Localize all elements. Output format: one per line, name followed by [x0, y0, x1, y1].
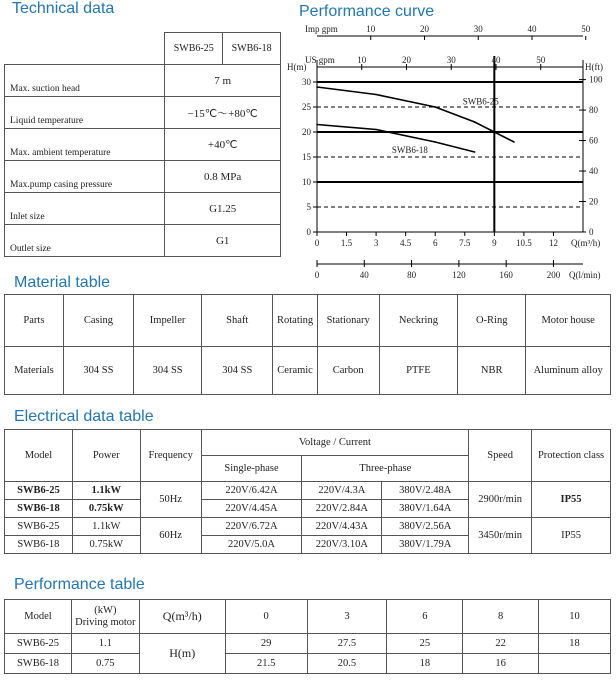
elec-header-protection: Protection class	[532, 430, 611, 482]
us-tick-label: 50	[536, 55, 546, 65]
series-line	[317, 87, 514, 142]
data-point	[434, 106, 436, 108]
perf-header-kw: (kW)	[94, 604, 117, 616]
series-label: SWB6-25	[462, 96, 499, 107]
material-cell: 304 SS	[202, 347, 273, 395]
electrical-data-table	[4, 429, 611, 554]
elec-three-220: 220V/3.10A	[302, 536, 382, 554]
lmin-tick-label: 200	[546, 270, 561, 280]
material-header: Motor house	[526, 295, 611, 347]
perf-header-motor	[71, 600, 139, 634]
elec-frequency: 60Hz	[140, 518, 201, 554]
elec-three-220: 220V/2.84A	[302, 500, 382, 518]
tech-value: −15℃～+80℃	[165, 97, 281, 129]
series-label: SWB6-18	[391, 145, 428, 155]
perf-header-q: Q(m³/h)	[139, 600, 225, 634]
data-point	[434, 141, 436, 143]
perf-kw: 1.1	[71, 634, 139, 654]
x-tick-label: 7.5	[459, 238, 471, 248]
y2-axis-title: H(ft)	[585, 62, 603, 72]
us-tick-label: 30	[446, 55, 456, 65]
performance-curve-heading: Performance curve	[299, 3, 435, 20]
x-tick-label: 12	[548, 238, 558, 248]
elec-protection: IP55	[532, 482, 611, 518]
elec-three-220: 220V/4.43A	[302, 518, 382, 536]
tech-value: G1.25	[165, 193, 281, 225]
performance-curve-chart	[285, 22, 607, 280]
elec-power: 0.75kW	[72, 500, 140, 518]
data-point	[474, 121, 476, 123]
tech-value: G1	[165, 225, 281, 257]
lmin-axis-title: Q(l/min)	[569, 270, 601, 280]
lmin-tick-label: 40	[359, 270, 369, 280]
perf-h-value: 20.5	[307, 654, 387, 674]
elec-three-220: 220V/4.3A	[302, 482, 382, 500]
elec-power: 0.75kW	[72, 536, 140, 554]
tech-label: Liquid temperature	[5, 97, 165, 129]
perf-model: SWB6-18	[5, 654, 72, 674]
elec-header-model: Model	[5, 430, 73, 482]
data-point	[375, 129, 377, 131]
tech-label: Inlet size	[5, 193, 165, 225]
elec-single: 220V/6.72A	[201, 518, 302, 536]
y-tick-label: 15	[302, 152, 311, 162]
elec-header-single: Single-phase	[201, 456, 302, 482]
material-table	[4, 294, 611, 395]
material-cell: 304 SS	[63, 347, 133, 395]
perf-q-value: 3	[307, 600, 387, 634]
perf-q-value: 0	[225, 600, 307, 634]
material-header: Shaft	[202, 295, 273, 347]
x-axis-title: Q(m³/h)	[571, 238, 601, 248]
elec-model: SWB6-18	[5, 500, 73, 518]
perf-header-h: H(m)	[139, 634, 225, 674]
us-tick-label: 10	[357, 55, 367, 65]
elec-header-speed: Speed	[469, 430, 532, 482]
elec-model: SWB6-25	[5, 518, 73, 536]
imp-tick-label: 40	[527, 24, 537, 34]
us-tick-label: 20	[401, 55, 411, 65]
elec-header-three: Three-phase	[302, 456, 469, 482]
lmin-tick-label: 0	[314, 270, 320, 280]
tech-label: Max. suction head	[5, 65, 165, 97]
material-cell: PTFE	[379, 347, 457, 395]
elec-model: SWB6-18	[5, 536, 73, 554]
x-tick-label: 9	[492, 238, 497, 248]
lmin-tick-label: 80	[407, 270, 417, 280]
elec-header-power: Power	[72, 430, 140, 482]
perf-h-value: 25	[387, 634, 463, 654]
imp-tick-label: 30	[473, 24, 483, 34]
material-header: Impeller	[134, 295, 202, 347]
perf-h-value: 29	[225, 634, 307, 654]
elec-single: 220V/6.42A	[201, 482, 302, 500]
us-tick-label: 40	[491, 55, 501, 65]
material-cell: Carbon	[317, 347, 379, 395]
us-axis-title: US gpm	[305, 55, 335, 65]
x-tick-label: 4.5	[400, 238, 412, 248]
imp-axis-title: Imp gpm	[305, 24, 338, 34]
technical-data-heading: Technical data	[12, 0, 115, 17]
x-tick-label: 1.5	[340, 238, 353, 248]
ft-tick-label: 20	[589, 196, 598, 207]
elec-protection: IP55	[532, 518, 611, 554]
elec-header-voltage: Voltage / Current	[201, 430, 469, 456]
lmin-tick-label: 120	[452, 270, 466, 280]
perf-h-value: 18	[387, 654, 463, 674]
material-header: O-Ring	[458, 295, 526, 347]
y-tick-label: 25	[302, 102, 311, 112]
tech-model-1: SWB6-25	[165, 33, 223, 65]
material-cell: 304 SS	[134, 347, 202, 395]
tech-label: Max. ambient temperature	[5, 129, 165, 161]
material-cell: Aluminum alloy	[526, 347, 611, 395]
elec-header-frequency: Frequency	[140, 430, 201, 482]
perf-h-value: 27.5	[307, 634, 387, 654]
material-header: Casing	[63, 295, 133, 347]
performance-table-heading: Performance table	[14, 576, 145, 593]
perf-model: SWB6-25	[5, 634, 72, 654]
material-cell: NBR	[458, 347, 526, 395]
material-cell: Materials	[5, 347, 64, 395]
tech-label: Outlet size	[5, 225, 165, 257]
tech-value: 7 m	[165, 65, 281, 97]
perf-h-value: 18	[539, 634, 611, 654]
elec-speed: 2900r/min	[469, 482, 532, 518]
tech-value: +40℃	[165, 129, 281, 161]
x-tick-label: 10.5	[516, 238, 532, 248]
data-point	[474, 151, 476, 153]
ft-tick-label: 0	[589, 227, 594, 237]
perf-q-value: 6	[387, 600, 463, 634]
data-point	[513, 141, 515, 143]
perf-h-value: 21.5	[225, 654, 307, 674]
perf-kw: 0.75	[71, 654, 139, 674]
elec-single: 220V/4.45A	[201, 500, 302, 518]
imp-tick-label: 20	[420, 24, 430, 34]
elec-three-380: 380V/2.56A	[382, 518, 469, 536]
perf-header-driving: Driving motor	[75, 616, 136, 628]
perf-h-value: 16	[463, 654, 539, 674]
data-point	[375, 94, 377, 96]
performance-table	[4, 599, 611, 674]
x-tick-label: 6	[432, 238, 438, 248]
technical-data-table	[4, 32, 281, 257]
imp-tick-label: 10	[366, 24, 376, 34]
x-tick-label: 3	[373, 238, 379, 248]
perf-h-value	[539, 654, 611, 674]
y-axis-title: H(m)	[287, 62, 307, 72]
elec-speed: 3450r/min	[469, 518, 532, 554]
elec-three-380: 380V/1.64A	[382, 500, 469, 518]
material-header: Neckring	[379, 295, 457, 347]
y-tick-label: 5	[306, 202, 311, 212]
ft-tick-label: 80	[589, 105, 598, 116]
elec-three-380: 380V/1.79A	[382, 536, 469, 554]
lmin-tick-label: 160	[499, 270, 513, 280]
perf-header-model: Model	[5, 600, 72, 634]
imp-tick-label: 50	[581, 24, 591, 34]
perf-h-value: 22	[463, 634, 539, 654]
ft-tick-label: 100	[589, 74, 603, 85]
x-tick-label: 0	[314, 238, 320, 248]
y-tick-label: 10	[302, 177, 311, 187]
electrical-table-heading: Electrical data table	[14, 408, 154, 425]
y-tick-label: 30	[302, 77, 311, 87]
y-tick-label: 20	[302, 127, 311, 137]
material-table-heading: Material table	[14, 274, 111, 291]
data-point	[316, 124, 318, 126]
material-header: Parts	[5, 295, 64, 347]
elec-power: 1.1kW	[72, 482, 140, 500]
material-header: Stationary	[317, 295, 379, 347]
elec-three-380: 380V/2.48A	[382, 482, 469, 500]
tech-label: Max.pump casing pressure	[5, 161, 165, 193]
tech-model-2: SWB6-18	[223, 33, 281, 65]
tech-value: 0.8 MPa	[165, 161, 281, 193]
material-header: Rotating	[273, 295, 317, 347]
material-cell: Ceramic	[273, 347, 317, 395]
elec-single: 220V/5.0A	[201, 536, 302, 554]
ft-tick-label: 40	[589, 166, 598, 177]
perf-q-value: 8	[463, 600, 539, 634]
elec-power: 1.1kW	[72, 518, 140, 536]
elec-model: SWB6-25	[5, 482, 73, 500]
data-point	[316, 86, 318, 88]
ft-tick-label: 60	[589, 135, 598, 146]
y-tick-label: 0	[306, 227, 311, 237]
elec-frequency: 50Hz	[140, 482, 201, 518]
perf-q-value: 10	[539, 600, 611, 634]
